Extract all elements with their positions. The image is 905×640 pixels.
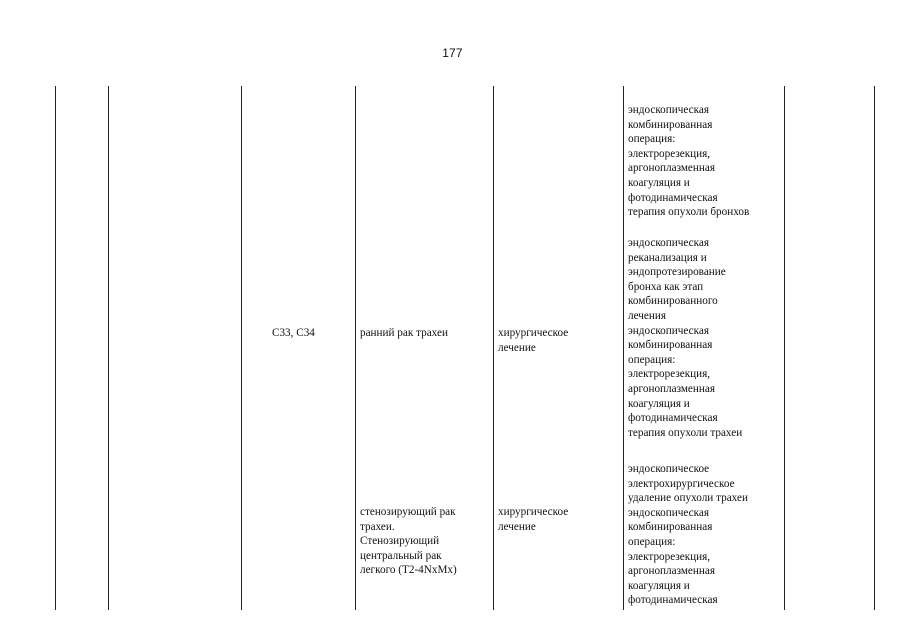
- diagnosis-cell: стенозирующий рак трахеи. Стенозирующий центральный рак легкого (T2-4NxMx): [360, 506, 457, 577]
- diagnosis-cell: ранний рак трахеи: [360, 327, 448, 339]
- treatment-type-cell: хирургическое лечение: [498, 506, 569, 533]
- table-column-divider: [241, 86, 242, 610]
- table-column-divider: [493, 86, 494, 610]
- method-cell: эндоскопическая комбинированная операция: электрорезекция, аргоноплазменная коагуляция и фотодинамическая терапия опухоли бронхов: [628, 104, 750, 219]
- table-column-divider: [623, 86, 624, 610]
- table-column-divider: [108, 86, 109, 610]
- icd-codes-cell: C33, C34: [272, 327, 315, 339]
- method-cell: эндоскопическая реканализация и эндопротезирование бронха как этап комбинированного лечения эндоскопическая комбинированная операция: электрорезекция, аргоноплазменная коагуляция и фотодинамическая терапия опухоли трахеи: [628, 237, 743, 439]
- table-column-divider: [355, 86, 356, 610]
- page-number: 177: [442, 46, 463, 60]
- method-cell: эндоскопическое электрохирургическое удаление опухоли трахеи эндоскопическая комбинированная операция: электрорезекция, аргоноплазменная коагуляция и фотодинамическая: [628, 463, 748, 607]
- table-column-divider: [55, 86, 56, 610]
- table-column-divider: [874, 86, 875, 610]
- treatment-type-cell: хирургическое лечение: [498, 327, 569, 354]
- table-column-divider: [784, 86, 785, 610]
